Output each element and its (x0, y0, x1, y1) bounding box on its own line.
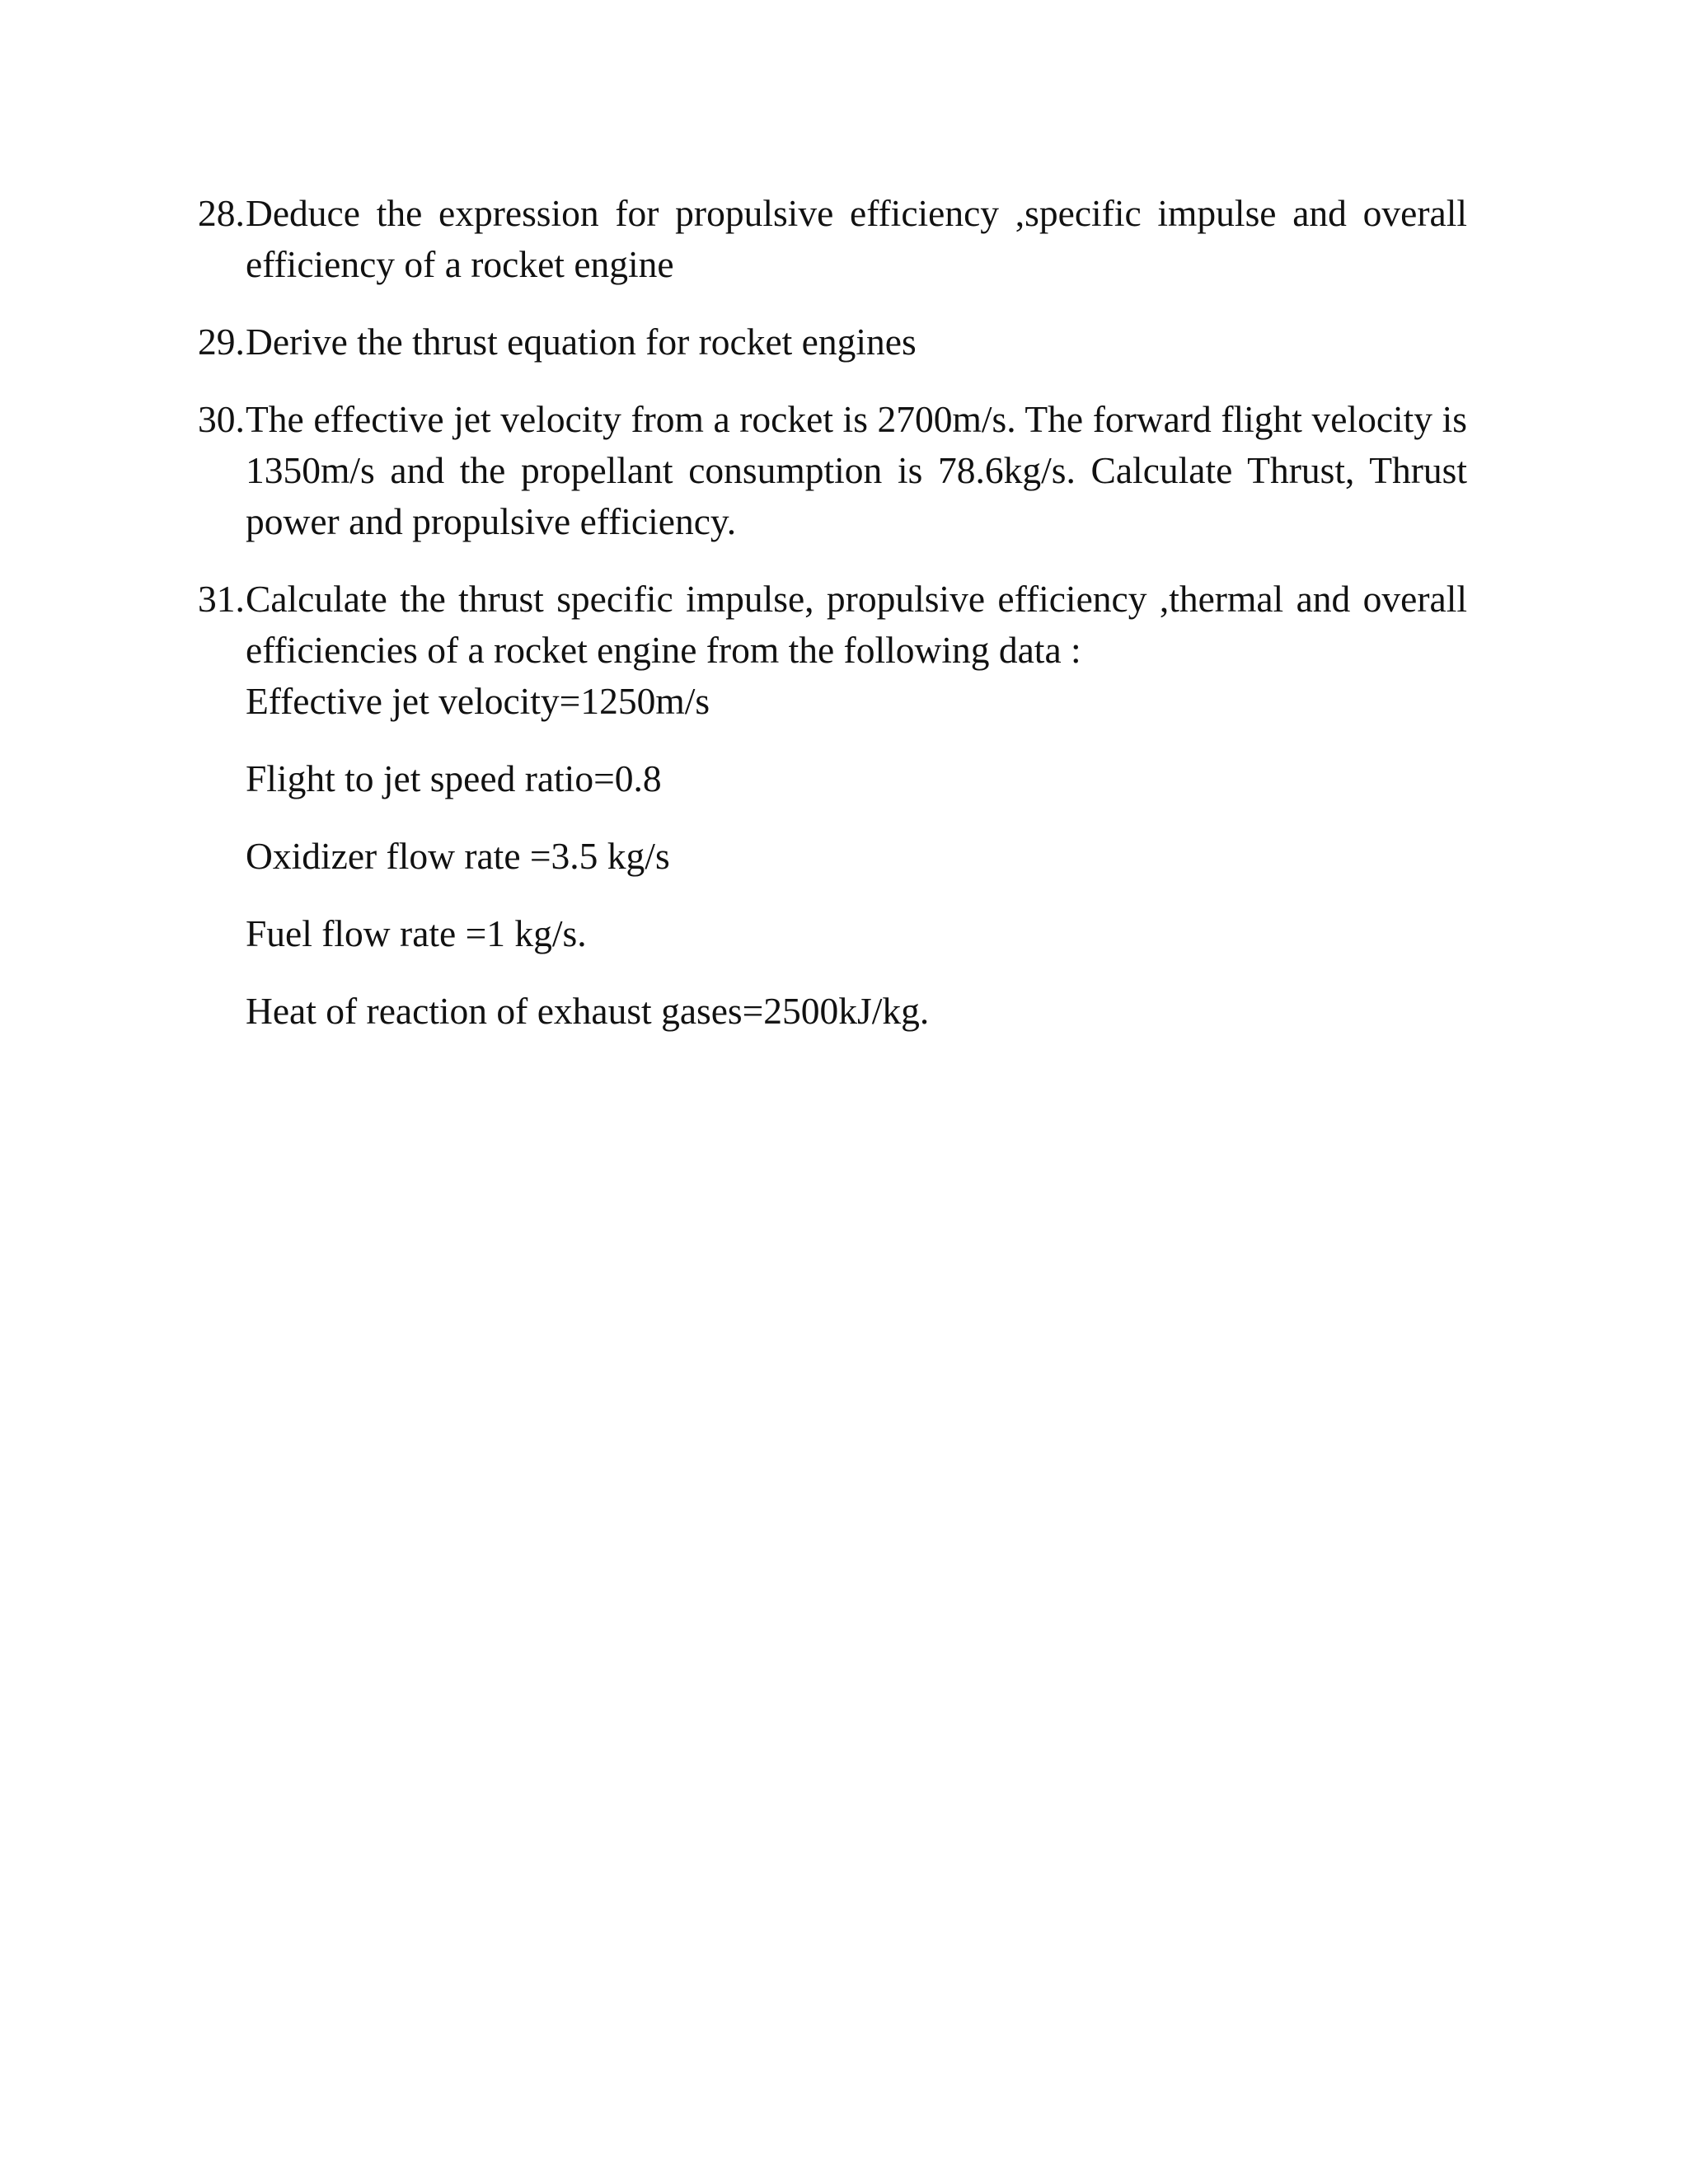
question-number: 28. (198, 192, 245, 234)
question-number: 30. (198, 398, 245, 440)
data-item-oxidizer-flow: Oxidizer flow rate =3.5 kg/s (246, 835, 670, 877)
question-number: 31. (198, 578, 245, 620)
data-item-speed-ratio: Flight to jet speed ratio=0.8 (246, 757, 662, 799)
question-31 (198, 574, 1467, 1037)
question-text: The effective jet velocity from a rocket is 2700m/s. The forward flight velocity is 1350m/s and the propellant consumption is 78.6kg/s. Calculate Thrust, Thrust power and propulsive efficiency. (246, 398, 1467, 542)
question-number: 29. (198, 321, 245, 363)
question-text: Deduce the expression for propulsive efficiency ,specific impulse and overall efficiency of a rocket engine (246, 192, 1467, 285)
question-text: Derive the thrust equation for rocket engines (246, 321, 917, 363)
question-29 (198, 316, 1467, 368)
question-28 (198, 188, 1467, 290)
question-30 (198, 394, 1467, 547)
question-text: Calculate the thrust specific impulse, propulsive efficiency ,thermal and overall efficiencies of a rocket engine from the following data : (246, 578, 1467, 671)
data-item-heat-of-reaction: Heat of reaction of exhaust gases=2500kJ/kg. (246, 990, 930, 1032)
data-item-fuel-flow: Fuel flow rate =1 kg/s. (246, 912, 587, 954)
data-item-jet-velocity: Effective jet velocity=1250m/s (246, 680, 710, 722)
document-page (198, 188, 1467, 1063)
